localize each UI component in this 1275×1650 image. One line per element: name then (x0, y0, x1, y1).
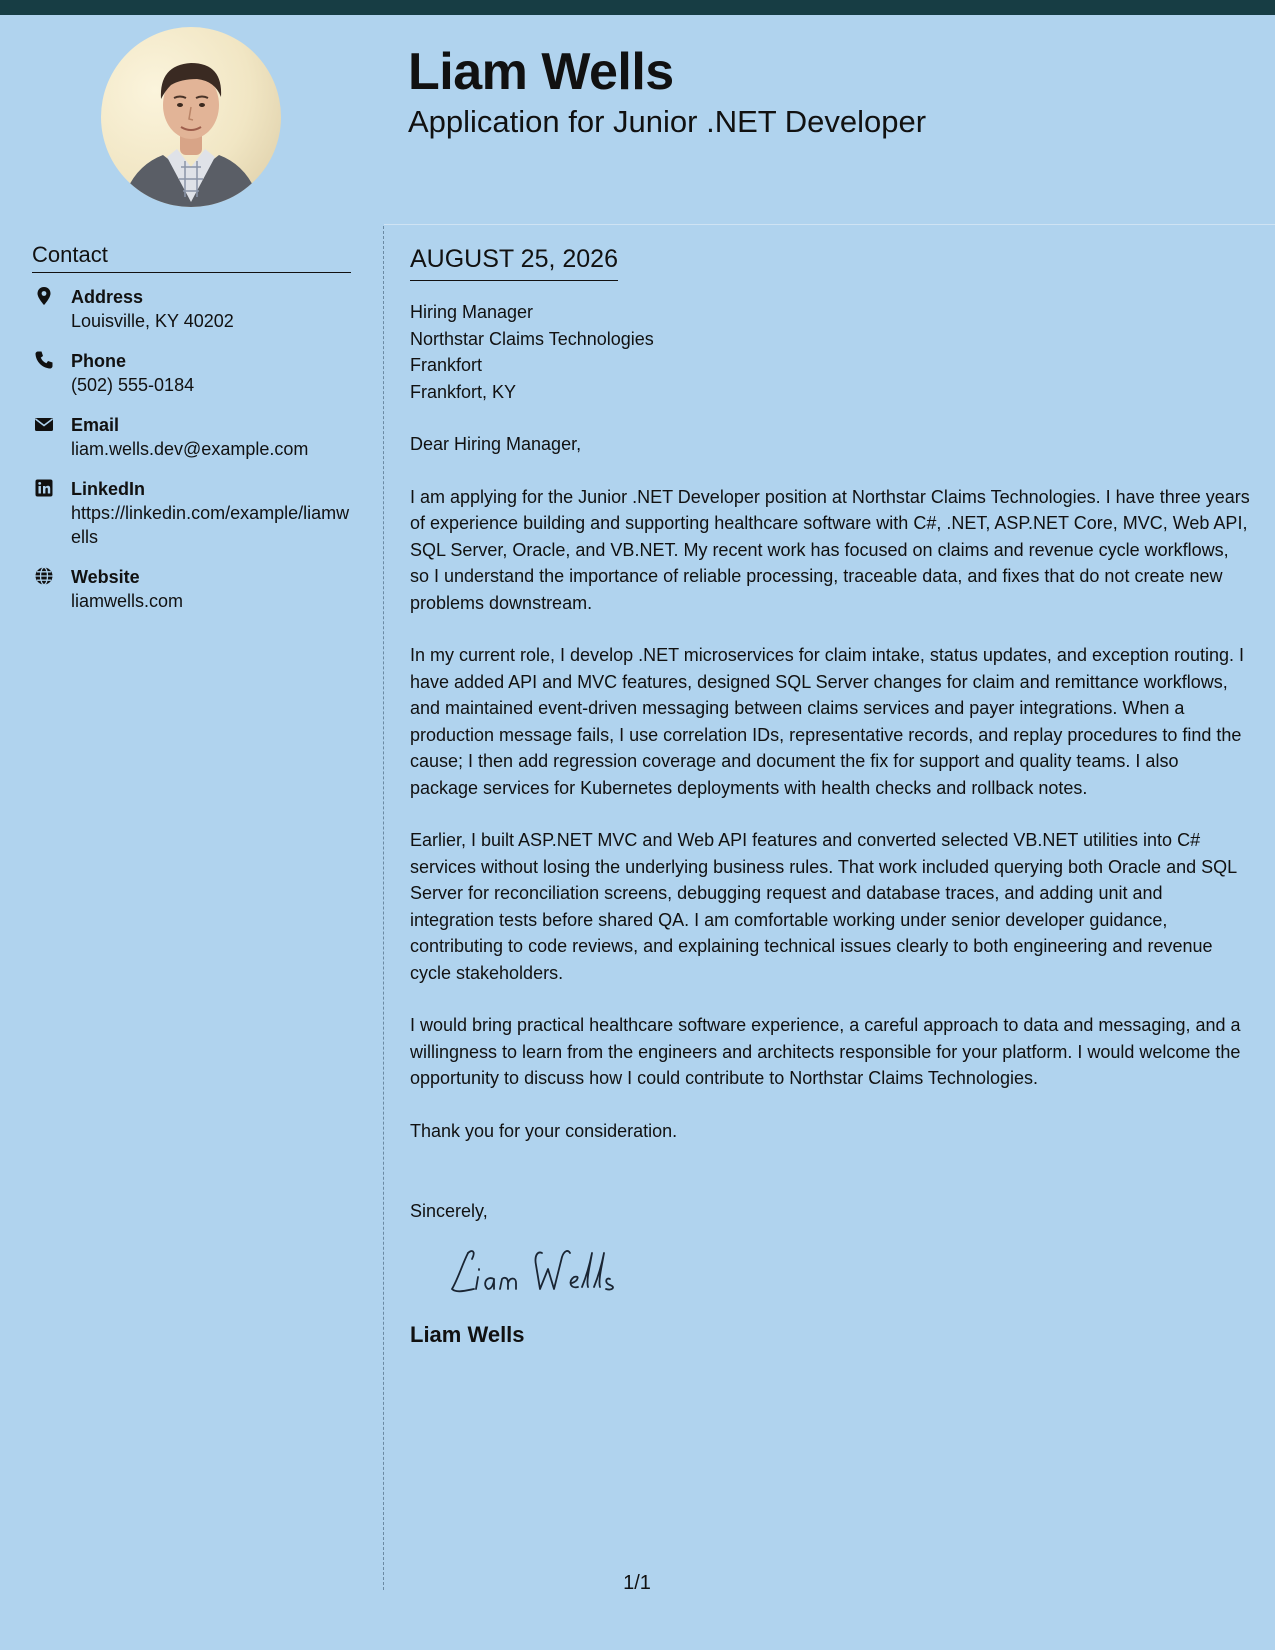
signed-name: Liam Wells (410, 1321, 525, 1347)
contact-label: Website (71, 567, 140, 587)
linkedin-icon (34, 478, 54, 498)
recipient-line: Frankfort, KY (410, 381, 517, 402)
contact-item-address (32, 285, 351, 333)
column-divider (383, 226, 384, 1590)
globe-icon (34, 566, 54, 586)
body-paragraph: I am applying for the Junior .NET Developer position at Northstar Claims Technologies. I have three years of experience building and supporting healthcare software with C#, .NET, ASP.NET Core, MVC, Web API, SQL Server, Oracle, and VB.NET. My recent work has focused on claims and revenue cycle workflows, so I understand the importance of reliable processing, traceable data, and fixes that do not create new problems downstream. (410, 486, 1250, 613)
letter-date: AUGUST 25, 2026 (410, 242, 618, 281)
body-paragraph: I would bring practical healthcare software experience, a careful approach to data and messaging, and a willingness to learn from the engineers and architects responsible for your platform. I would welcome the opportunity to discuss how I could contribute to Northstar Claims Technologies. (410, 1015, 1241, 1088)
profile-photo-illustration (101, 27, 281, 207)
phone-icon (34, 350, 54, 370)
website-link[interactable]: liamwells.com (71, 591, 184, 611)
salutation: Dear Hiring Manager, (410, 434, 582, 454)
header-divider (384, 224, 1275, 225)
recipient-line: Frankfort (410, 355, 483, 375)
contact-label: Phone (71, 351, 127, 371)
contact-label: Address (71, 287, 144, 307)
handwritten-signature (446, 1241, 646, 1301)
contact-label: Email (71, 415, 120, 435)
contact-item-email (32, 413, 351, 461)
contact-item-website (32, 565, 351, 613)
location-pin-icon (34, 286, 54, 306)
letter-body (410, 242, 1250, 1350)
contact-list (32, 285, 351, 613)
recipient-block (410, 299, 1250, 405)
contact-value: Louisville, KY 40202 (71, 311, 234, 331)
contact-sidebar (32, 240, 351, 629)
linkedin-link[interactable]: https://linkedin.com/example/liamwells (71, 503, 350, 547)
email-link[interactable]: liam.wells.dev@example.com (71, 439, 309, 459)
email-icon (34, 414, 54, 434)
body-paragraph: Earlier, I built ASP.NET MVC and Web API features and converted selected VB.NET utilities into C# services without losing the underlying business rules. That work included querying both Oracle and SQL Server for reconciliation screens, debugging request and database traces, and adding unit and integration tests before shared QA. I am comfortable working under senior developer guidance, contributing to code reviews, and explaining technical issues clearly to both engineering and revenue cycle stakeholders. (410, 830, 1237, 983)
thank-you-line: Thank you for your consideration. (410, 1120, 678, 1141)
page-number: 1/1 (623, 1572, 651, 1594)
applicant-name: Liam Wells (408, 43, 674, 101)
closing: Sincerely, (410, 1201, 488, 1221)
recipient-line: Hiring Manager (410, 302, 534, 322)
contact-item-phone (32, 349, 351, 397)
contact-value: (502) 555-0184 (71, 375, 195, 395)
body-paragraph: In my current role, I develop .NET microservices for claim intake, status updates, and exception routing. I have added API and MVC features, designed SQL Server changes for claim and remittance workflows, and maintained event-driven messaging between claims services and payer integrations. When a production message fails, I use correlation IDs, representative records, and replay procedures to find the cause; I then add regression coverage and document the fix for support and quality teams. I also package services for Kubernetes deployments with health checks and rollback notes. (410, 645, 1245, 798)
application-subtitle: Application for Junior .NET Developer (408, 104, 927, 139)
contact-item-linkedin (32, 477, 351, 549)
top-accent-bar (0, 0, 1275, 15)
profile-photo (101, 27, 281, 207)
contact-label: LinkedIn (71, 479, 146, 499)
contact-heading: Contact (32, 240, 351, 273)
recipient-line: Northstar Claims Technologies (410, 328, 654, 349)
